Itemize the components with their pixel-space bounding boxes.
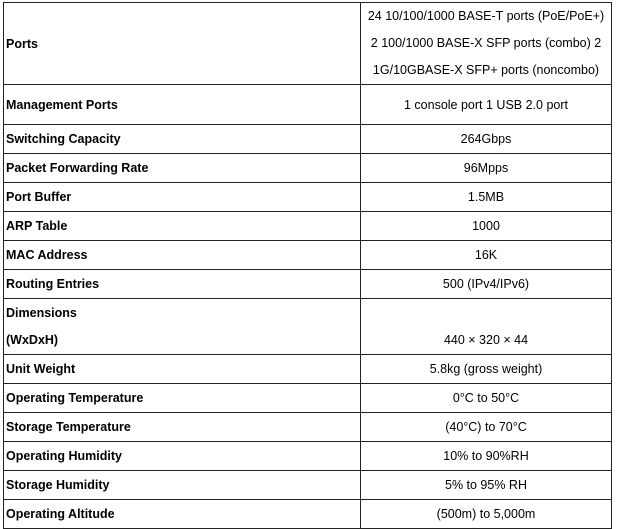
row-value-storage-temperature: (40°C) to 70°C — [361, 413, 612, 442]
table-row — [4, 270, 612, 299]
table-row — [4, 384, 612, 413]
row-label-mac-address: MAC Address — [4, 241, 361, 270]
row-value-unit-weight: 5.8kg (gross weight) — [361, 355, 612, 384]
row-value-storage-humidity: 5% to 95% RH — [361, 471, 612, 500]
table-row — [4, 241, 612, 270]
row-label-packet-forwarding-rate: Packet Forwarding Rate — [4, 154, 361, 183]
table-row — [4, 442, 612, 471]
ports-value-line-2: 2 100/1000 BASE-X SFP ports (combo) 2 — [370, 36, 602, 50]
row-value-routing-entries: 500 (IPv4/IPv6) — [361, 270, 612, 299]
row-label-operating-humidity: Operating Humidity — [4, 442, 361, 471]
row-label-unit-weight: Unit Weight — [4, 355, 361, 384]
row-label-management-ports: Management Ports — [4, 85, 361, 125]
row-label-ports: Ports — [4, 3, 361, 85]
ports-value-line-1: 24 10/100/1000 BASE-T ports (PoE/PoE+) — [367, 9, 605, 23]
row-value-port-buffer: 1.5MB — [361, 183, 612, 212]
table-row — [4, 212, 612, 241]
row-label-switching-capacity: Switching Capacity — [4, 125, 361, 154]
row-value-management-ports: 1 console port 1 USB 2.0 port — [361, 85, 612, 125]
table-row — [4, 183, 612, 212]
row-label-routing-entries: Routing Entries — [4, 270, 361, 299]
row-label-storage-temperature: Storage Temperature — [4, 413, 361, 442]
spec-table — [3, 2, 612, 529]
row-value-switching-capacity: 264Gbps — [361, 125, 612, 154]
row-label-operating-altitude: Operating Altitude — [4, 500, 361, 529]
row-value-packet-forwarding-rate: 96Mpps — [361, 154, 612, 183]
ports-value-line-3: 1G/10GBASE-X SFP+ ports (noncombo) — [372, 63, 600, 77]
table-row — [4, 154, 612, 183]
row-value-ports — [361, 3, 612, 85]
row-value-mac-address: 16K — [361, 241, 612, 270]
table-row — [4, 85, 612, 125]
row-label-dimensions — [4, 299, 361, 355]
table-row — [4, 413, 612, 442]
table-row — [4, 299, 612, 355]
row-value-arp-table: 1000 — [361, 212, 612, 241]
table-row — [4, 500, 612, 529]
dimensions-label-line-1: Dimensions — [6, 305, 77, 320]
row-label-arp-table: ARP Table — [4, 212, 361, 241]
row-value-operating-humidity: 10% to 90%RH — [361, 442, 612, 471]
row-value-dimensions: 440 × 320 × 44 — [361, 299, 612, 355]
row-label-operating-temperature: Operating Temperature — [4, 384, 361, 413]
row-label-port-buffer: Port Buffer — [4, 183, 361, 212]
table-row — [4, 471, 612, 500]
table-row — [4, 125, 612, 154]
row-label-storage-humidity: Storage Humidity — [4, 471, 361, 500]
table-row — [4, 355, 612, 384]
table-row — [4, 3, 612, 85]
row-value-operating-altitude: (500m) to 5,000m — [361, 500, 612, 529]
dimensions-label-line-2: (WxDxH) — [6, 332, 59, 347]
row-value-operating-temperature: 0°C to 50°C — [361, 384, 612, 413]
